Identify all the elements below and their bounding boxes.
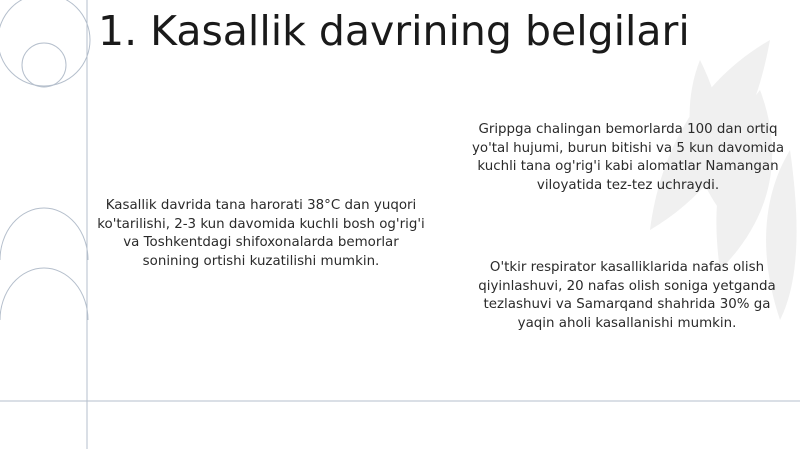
decor-circle-small-top bbox=[22, 43, 66, 87]
decor-arch-lower bbox=[0, 268, 88, 320]
decor-arch-upper bbox=[0, 208, 88, 260]
slide-title: 1. Kasallik davrining belgilari bbox=[98, 7, 690, 55]
paragraph-right-top: Grippga chalingan bemorlarda 100 dan ortiq yo'tal hujumi, burun bitishi va 5 kun davomida kuchli tana og'rig'i kabi alomatlar Namangan viloyatida tez-tez uchraydi. bbox=[471, 122, 785, 193]
paragraph-right-bottom: O'tkir respirator kasalliklarida nafas olish qiyinlashuvi, 20 nafas olish soniga yetganda tezlashuvi va Samarqand shahrida 30% ga yaqin aholi kasallanishi mumkin. bbox=[478, 260, 776, 331]
paragraph-left: Kasallik davrida tana harorati 38°C dan yuqori ko'tarilishi, 2-3 kun davomida kuchli bosh og'rig'i va Toshkentdagi shifoxonalarda bemorlar sonining ortishi kuzatilishi mumkin. bbox=[97, 198, 425, 269]
